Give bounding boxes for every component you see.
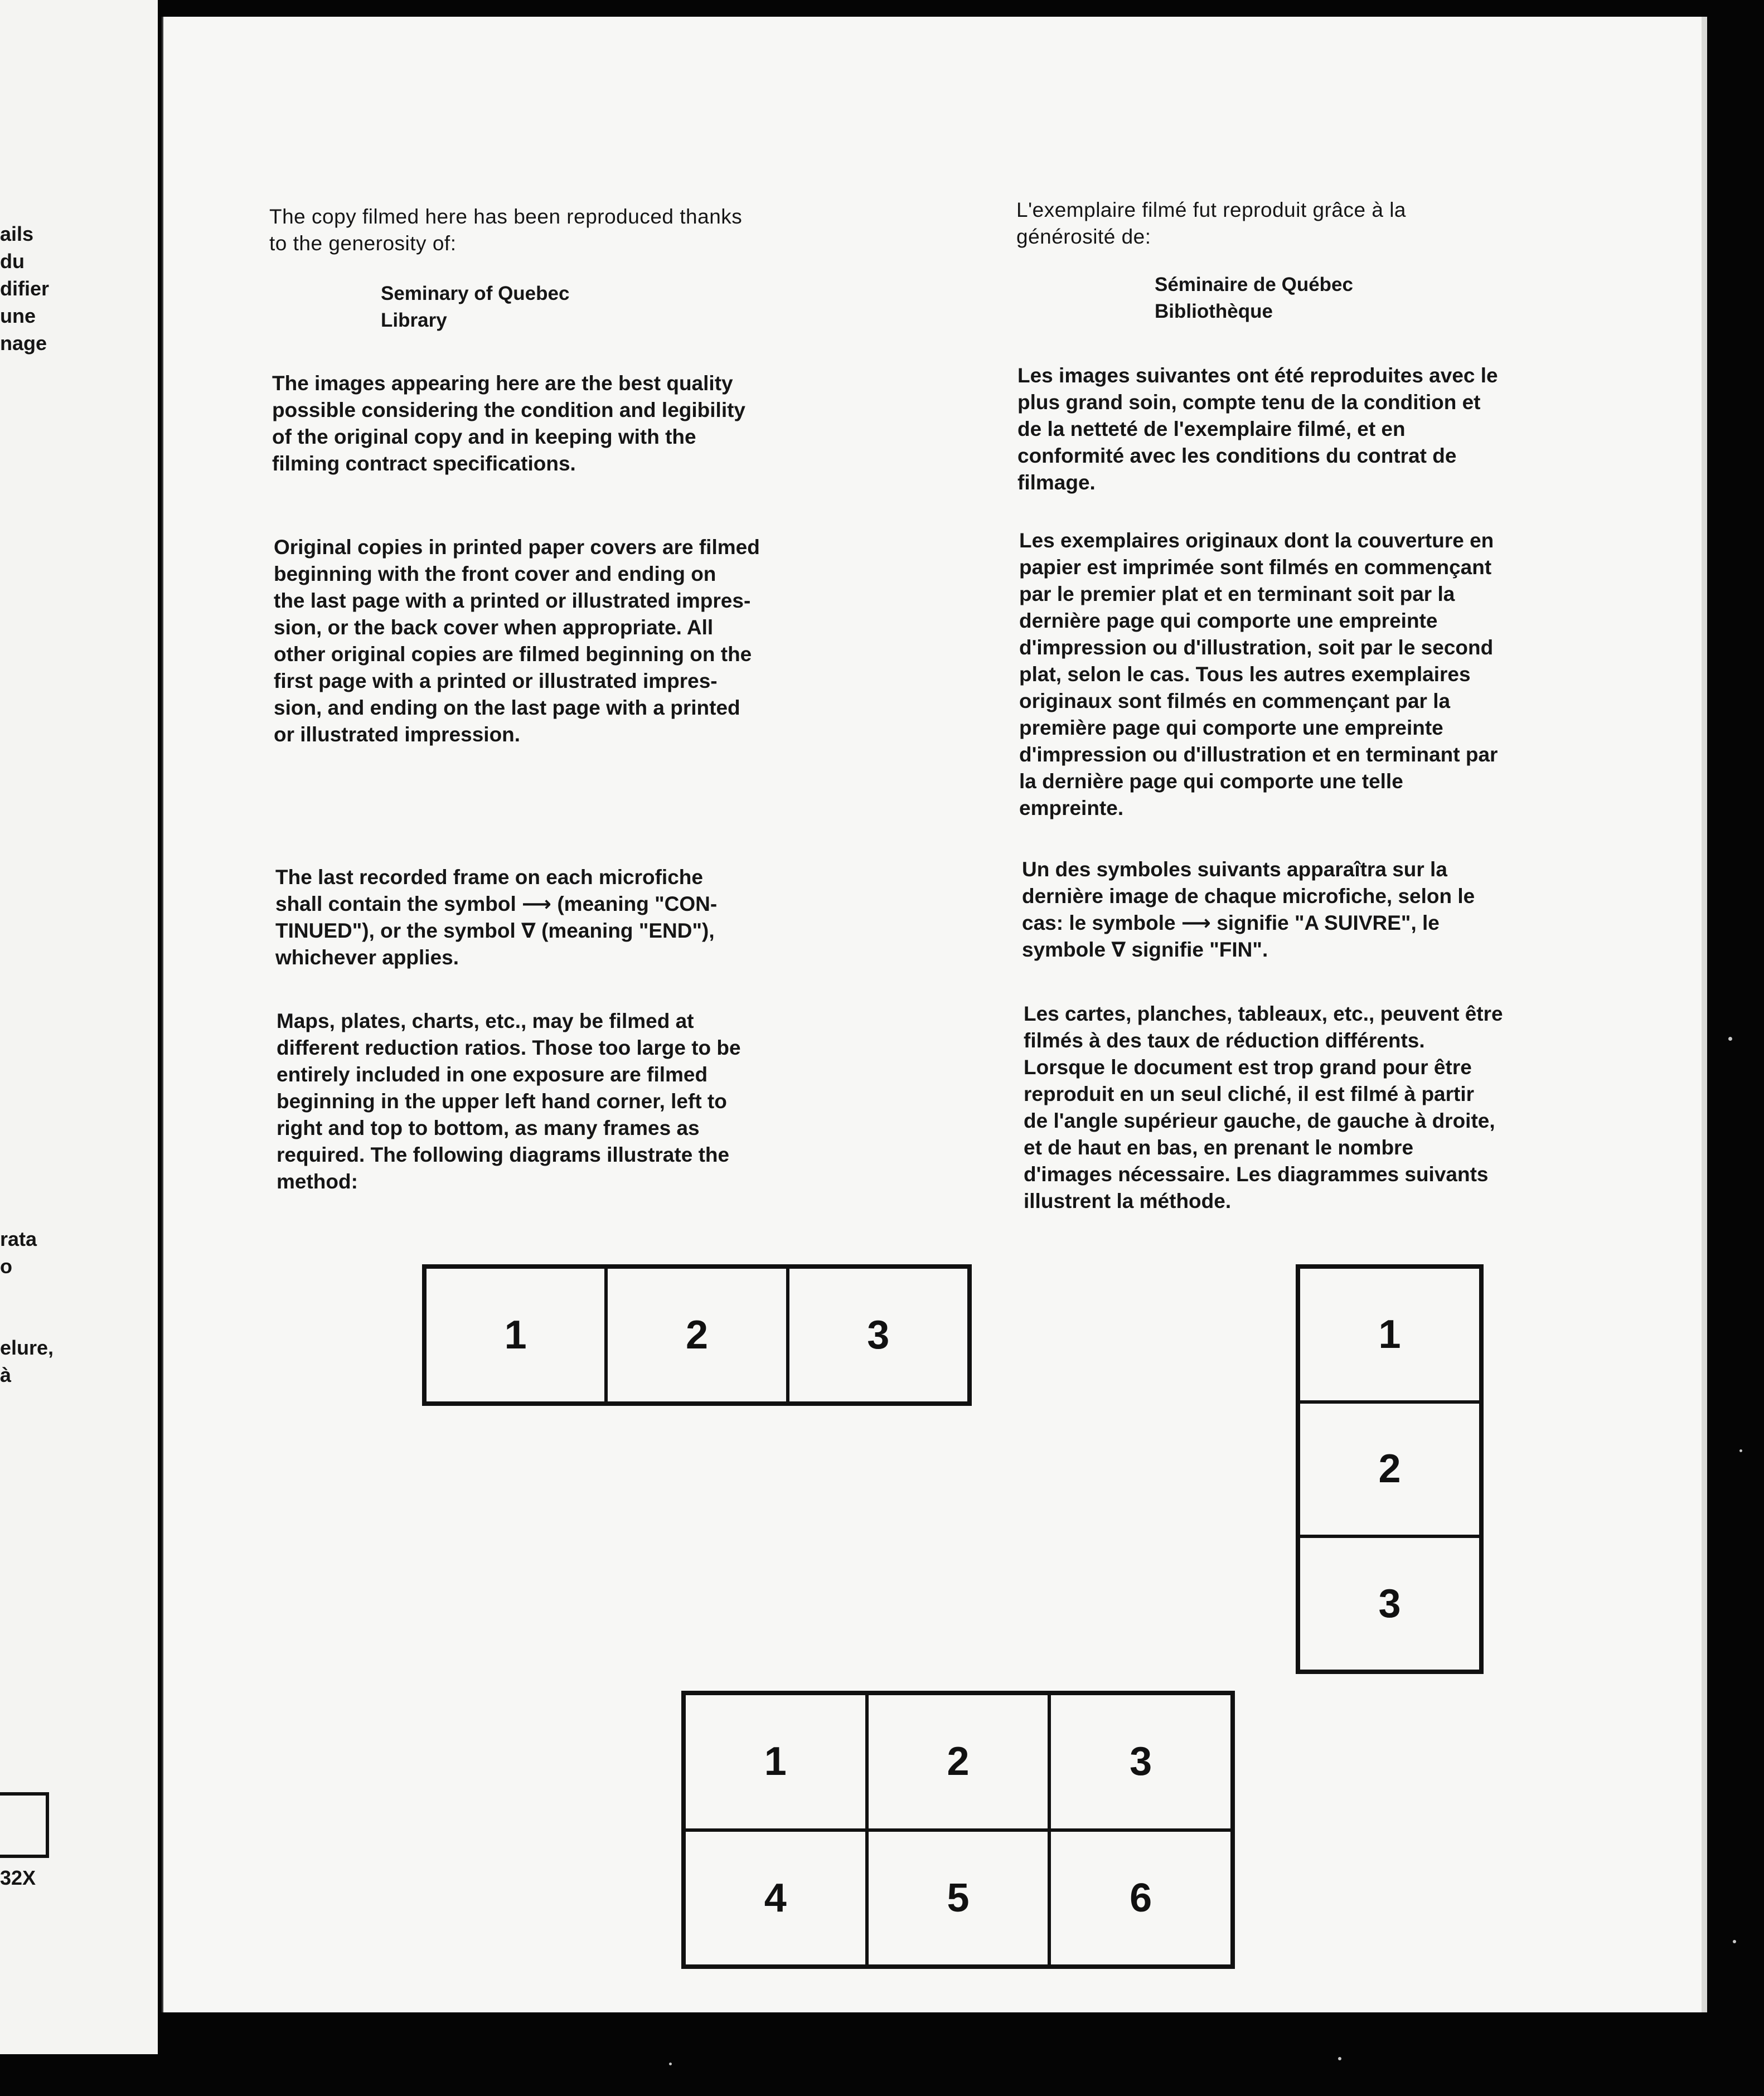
previous-page-fragment: rata	[0, 1227, 37, 1250]
english-institution: Seminary of Quebec Library	[381, 283, 570, 331]
previous-page-fragment: elure,	[0, 1336, 54, 1359]
reduction-label: 32X	[0, 1866, 36, 1889]
page-edge	[1702, 17, 1707, 2012]
french-institution: Séminaire de Québec Bibliothèque	[1155, 274, 1353, 322]
previous-page-fragment: nage	[0, 332, 47, 355]
scan-speck	[1739, 1449, 1742, 1452]
diagram-horizontal	[422, 1264, 972, 1406]
french-intro: L'exemplaire filmé fut reproduit grâce à la générosité de:	[1016, 198, 1407, 248]
previous-page-fragment: du	[0, 250, 25, 273]
english-quality-paragraph: The images appearing here are the best quality possible considering the condition and legibility of the original copy and in keeping with the filming contract specifications.	[272, 372, 746, 475]
frame-cell: 3	[1298, 1536, 1481, 1671]
previous-page-fragment: à	[0, 1364, 12, 1386]
reduction-box	[0, 1792, 49, 1858]
scan-speck	[1733, 1940, 1736, 1943]
previous-page-fragment: ails	[0, 222, 34, 245]
frame-cell: 6	[1049, 1830, 1232, 1967]
frame-cell: 3	[788, 1267, 969, 1403]
frame-cell: 1	[425, 1267, 606, 1403]
french-quality-paragraph: Les images suivantes ont été reproduites avec le plus grand soin, compte tenu de la condition et de la netteté de l'exemplaire filmé, et en conformité avec les conditions du contrat de filmage.	[1017, 364, 1498, 494]
previous-page-fragment: difier	[0, 277, 50, 300]
previous-page-fragment: une	[0, 304, 36, 327]
french-originals-paragraph: Les exemplaires originaux dont la couverture en papier est imprimée sont filmés en commençant par le premier plat et en terminant soit par la dernière page qui comporte une empreinte d'impression ou d'illustration, soit par le second plat, selon le cas. Tous les autres exemplaires originaux sont filmés en commençant par la première page qui comporte une empreinte d'impression ou d'illustration et en terminant par la dernière page qui comporte une telle empreinte.	[1019, 529, 1498, 819]
frame-cell: 2	[867, 1694, 1050, 1830]
previous-page-edge	[0, 0, 158, 2054]
english-originals-paragraph: Original copies in printed paper covers are filmed beginning with the front cover and ending on the last page with a printed or illustrated impres- sion, or the back cover when appropriate. All other original copies are filmed beginning on the first page with a printed or illustrated impres- sion, and ending on the last page with a printed or illustrated impression.	[274, 536, 760, 746]
scan-speck	[669, 2063, 672, 2065]
frame-cell: 1	[1298, 1267, 1481, 1402]
frame-cell: 2	[606, 1267, 787, 1403]
scan-speck	[1728, 1037, 1732, 1041]
french-maps-paragraph: Les cartes, planches, tableaux, etc., peuvent être filmés à des taux de réduction différents. Lorsque le document est trop grand pour être reproduit en un seul cliché, il est filmé à partir de l'angle supérieur gauche, de gauche à droite, et de haut en bas, en prenant le nombre d'images nécessaire. Les diagrammes suivants illustrent la méthode.	[1024, 1002, 1503, 1212]
frame-cell: 1	[684, 1694, 867, 1830]
diagram-vertical	[1296, 1264, 1484, 1674]
english-symbols-paragraph: The last recorded frame on each microfiche shall contain the symbol ⟶ (meaning "CON- TINUED"), or the symbol ∇ (meaning "END"), whichever applies.	[275, 866, 718, 969]
frame-cell: 3	[1049, 1694, 1232, 1830]
french-symbols-paragraph: Un des symboles suivants apparaîtra sur la dernière image de chaque microfiche, selon le cas: le symbole ⟶ signifie "A SUIVRE", le symbole ∇ signifie "FIN".	[1022, 858, 1475, 961]
frame-cell: 2	[1298, 1402, 1481, 1537]
english-maps-paragraph: Maps, plates, charts, etc., may be filmed at different reduction ratios. Those too large to be entirely included in one exposure are filmed beginning in the upper left hand corner, left to right and top to bottom, as many frames as required. The following diagrams illustrate the method:	[277, 1010, 741, 1193]
diagram-grid	[681, 1691, 1235, 1969]
english-intro: The copy filmed here has been reproduced thanks to the generosity of:	[269, 205, 743, 255]
previous-page-fragment: o	[0, 1255, 12, 1278]
scan-speck	[1338, 2057, 1341, 2060]
frame-cell: 4	[684, 1830, 867, 1967]
frame-cell: 5	[867, 1830, 1050, 1967]
